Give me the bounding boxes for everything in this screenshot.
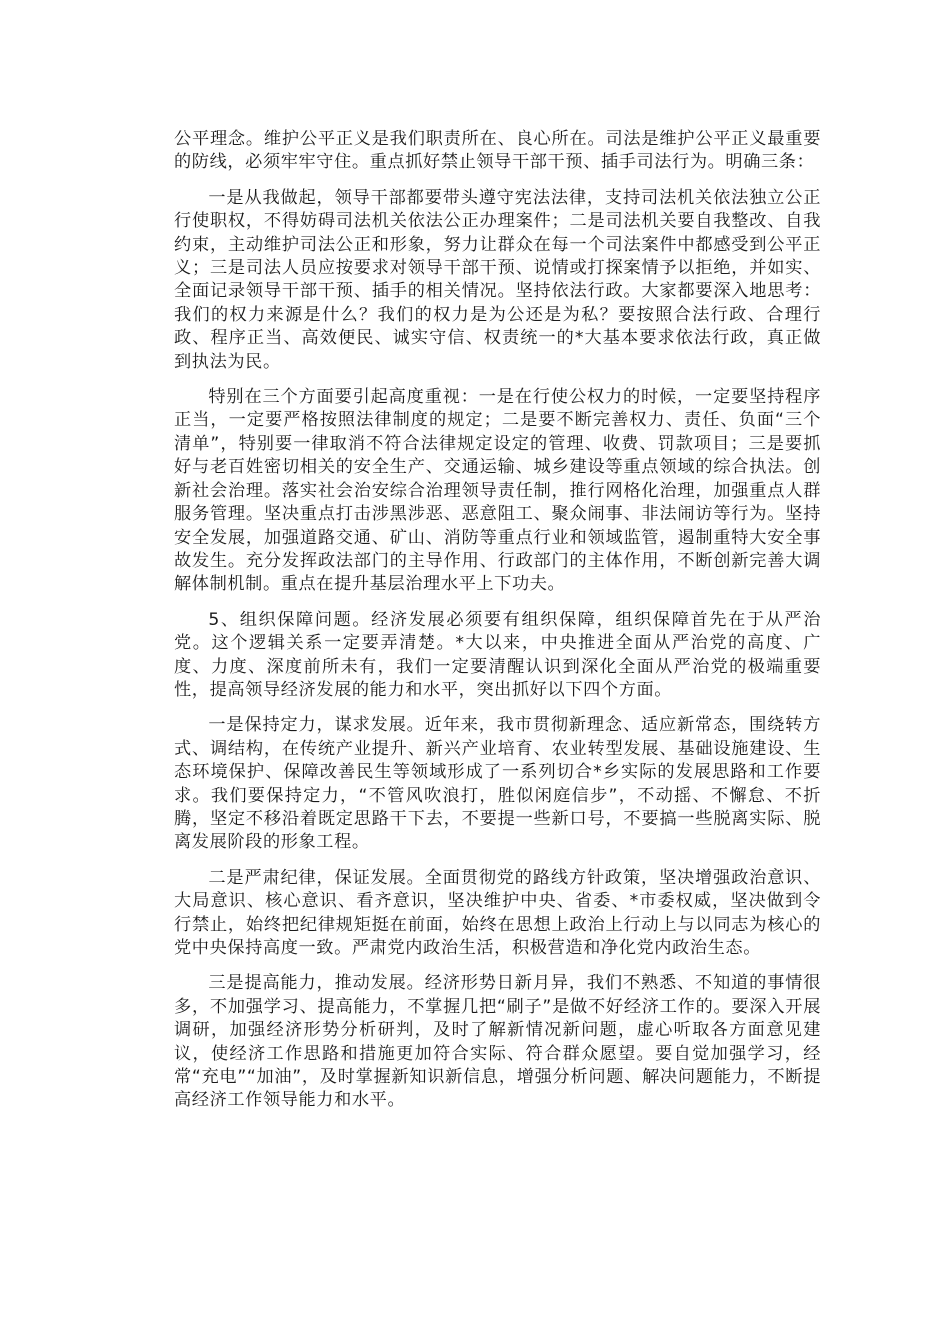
paragraph-5: 一是保持定力，谋求发展。近年来，我市贯彻新理念、适应新常态，围绕转方式、调结构，在传统产业提升、新兴产业培育、农业转型发展、基础设施建设、生态环境保护、保障改善民生等领域形成了一系列切合*乡实际的发展思路和工作要求。我们要保持定力，“不管风吹浪打，胜似闲庭信步”，不动摇、不懈怠、不折腾，坚定不移沿着既定思路干下去，不要提一些新口号，不要搞一些脱离实际、脱离发展阶段的形象工程。 <box>174 715 821 853</box>
paragraph-1: 公平理念。维护公平正义是我们职责所在、良心所在。司法是维护公平正义最重要的防线，必须牢牢守住。重点抓好禁止领导干部干预、插手司法行为。明确三条： <box>174 129 821 173</box>
paragraph-4: 5、组织保障问题。经济发展必须要有组织保障，组织保障首先在于从严治党。这个逻辑关系一定要弄清楚。*大以来，中央推进全面从严治党的高度、广度、力度、深度前所未有，我们一定要清醒认识到深化全面从严治党的极端重要性，提高领导经济发展的能力和水平，突出抓好以下四个方面。 <box>174 609 821 700</box>
paragraph-3: 特别在三个方面要引起高度重视：一是在行使公权力的时候，一定要坚持程序正当，一定要严格按照法律制度的规定；二是要不断完善权力、责任、负面“三个清单”，特别要一律取消不符合法律规定设定的管理、收费、罚款项目；三是要抓好与老百姓密切相关的安全生产、交通运输、城乡建设等重点领域的综合执法。创新社会治理。落实社会治安综合治理领导责任制，推行网格化治理，加强重点人群服务管理。坚决重点打击涉黑涉恶、恶意阻工、聚众闹事、非法闹访等行为。坚持安全发展，加强道路交通、矿山、消防等重点行业和领域监管，遏制重特大安全事故发生。充分发挥政法部门的主导作用、行政部门的主体作用，不断创新完善大调解体制机制。重点在提升基层治理水平上下功夫。 <box>174 387 821 595</box>
paragraph-6: 二是严肃纪律，保证发展。全面贯彻党的路线方针政策，坚决增强政治意识、大局意识、核心意识、看齐意识，坚决维护中央、省委、*市委权威，坚决做到令行禁止，始终把纪律规矩挺在前面，始终在思想上政治上行动上与以同志为核心的党中央保持高度一致。严肃党内政治生活，积极营造和净化党内政治生态。 <box>174 867 821 958</box>
document-body <box>174 128 821 1125</box>
paragraph-2: 一是从我做起，领导干部都要带头遵守宪法法律，支持司法机关依法独立公正行使职权，不得妨碍司法机关依法公正办理案件；二是司法机关要自我整改、自我约束，主动维护司法公正和形象，努力让群众在每一个司法案件中都感受到公平正义；三是司法人员应按要求对领导干部干预、说情或打探案情予以拒绝，并如实、全面记录领导干部干预、插手的相关情况。坚持依法行政。大家都要深入地思考：我们的权力来源是什么？我们的权力是为公还是为私？要按照合法行政、合理行政、程序正当、高效便民、诚实守信、权责统一的*大基本要求依法行政，真正做到执法为民。 <box>174 187 821 372</box>
paragraph-7: 三是提高能力，推动发展。经济形势日新月异，我们不熟悉、不知道的事情很多，不加强学习、提高能力，不掌握几把“刷子”是做不好经济工作的。要深入开展调研，加强经济形势分析研判，及时了解新情况新问题，虚心听取各方面意见建议，使经济工作思路和措施更加符合实际、符合群众愿望。要自觉加强学习，经常“充电”“加油”，及时掌握新知识新信息，增强分析问题、解决问题能力，不断提高经济工作领导能力和水平。 <box>174 973 821 1111</box>
